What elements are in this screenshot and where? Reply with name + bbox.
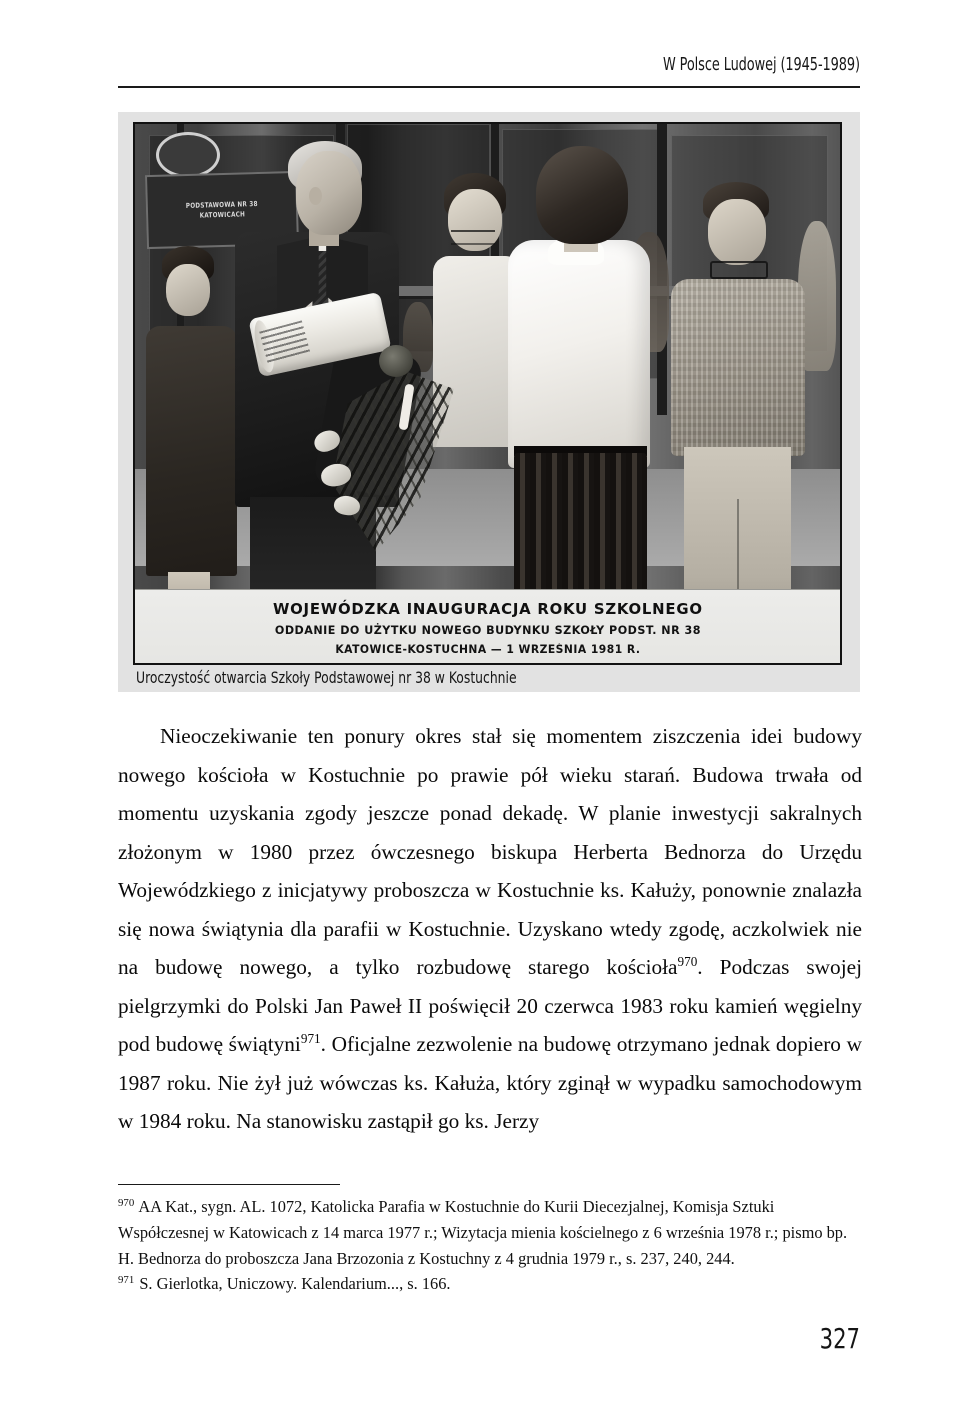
head	[296, 151, 362, 235]
sweater	[671, 279, 805, 456]
body-paragraph: Nieoczekiwanie ten ponury okres stał się momentem ziszczenia idei budowy nowego kościoła w Kostuchnie po prawie pół wieku starań. Budowa trwała od momentu uzyskania zgody jeszcze ponad dekadę. W planie inwestycji sakralnych złożonym w 1980 przez ówczesnego biskupa Herberta Bednorza do Urzędu Wojewódzkiego z inicjatywy proboszcza w Kostuchnie ks. Kałuży, ponownie znalazła się nowa świątynia dla parafii w Kostuchnie. Uzyskano wtedy zgodę, aczkolwiek nie na budowę nowego, a tylko rozbudowę starego kościoła$^{970}$. Podczas swojej pielgrzymki do Polski Jan Paweł II poświęcił 20 czerwca 1983 roku kamień węgielny pod budowę świątyni$^{971}$. Oficjalne zezwolenie na budowę otrzymano jednak dopiero w 1987 roku. Nie żył już wówczas ks. Kałuża, który zginął w wypadku samochodowym w 1984 roku. Na stanowisku zastąpił go ks. Jerzy	[118, 724, 862, 1133]
banner-line-2: ODDANIE DO UŻYTKU NOWEGO BUDYNKU SZKOŁY PODST. NR 38	[274, 622, 701, 637]
hair	[536, 146, 628, 244]
glasses-icon	[451, 230, 495, 245]
photograph-frame	[133, 122, 842, 665]
knit-texture	[671, 279, 805, 456]
certificate-print	[260, 320, 311, 363]
body-text	[118, 717, 862, 1141]
blouse	[508, 240, 651, 468]
wall-sign-line2: KATOWICACH	[198, 209, 245, 220]
flower-bouquet	[311, 345, 473, 561]
ear	[309, 187, 322, 205]
figure-caption: Uroczystość otwarcia Szkoły Podstawowej nr 38 w Kostuchnie	[136, 668, 517, 687]
footnote-separator	[118, 1184, 340, 1185]
figure-block	[118, 112, 860, 692]
header-rule	[118, 86, 860, 88]
head	[166, 264, 210, 316]
banner-line-1: WOJEWÓDZKA INAUGURACJA ROKU SZKOLNEGO	[272, 599, 703, 618]
bouquet-stems	[324, 371, 454, 552]
footnote-item: $^{970}$ AA Kat., sygn. AL. 1072, Katolicka Parafia w Kostuchnie do Kurii Diecezjalnej, Komisja Sztuki Współczesnej w Katowicach z 14 marca 1977 r.; Wizytacja mienia kościelnego z 6 września 1978 r.; pismo bp. H. Bednorza do proboszcza Jana Brzozonia z Kostuchny z 4 grudnia 1979 r., s. 237, 240, 244.	[118, 1196, 848, 1268]
head	[708, 199, 766, 265]
person-woman-center	[502, 146, 657, 642]
banner-line-3: KATOWICE-KOSTUCHNA — 1 WRZEŚNIA 1981 R.	[334, 642, 641, 656]
footnote-item: $^{971}$ S. Gierlotka, Uniczowy. Kalendarium..., s. 166.	[118, 1273, 451, 1294]
footnote-block	[118, 1194, 862, 1297]
page-number: 327	[819, 1322, 860, 1355]
glasses-icon	[710, 261, 768, 279]
running-head: W Polsce Ludowej (1945-1989)	[662, 55, 860, 75]
wall-emblem	[156, 132, 220, 178]
photograph	[135, 124, 840, 663]
person-man-sweater	[671, 199, 805, 641]
photo-banner	[135, 589, 840, 663]
wall-sign-line1: PODSTAWOWA NR 38	[185, 199, 258, 210]
